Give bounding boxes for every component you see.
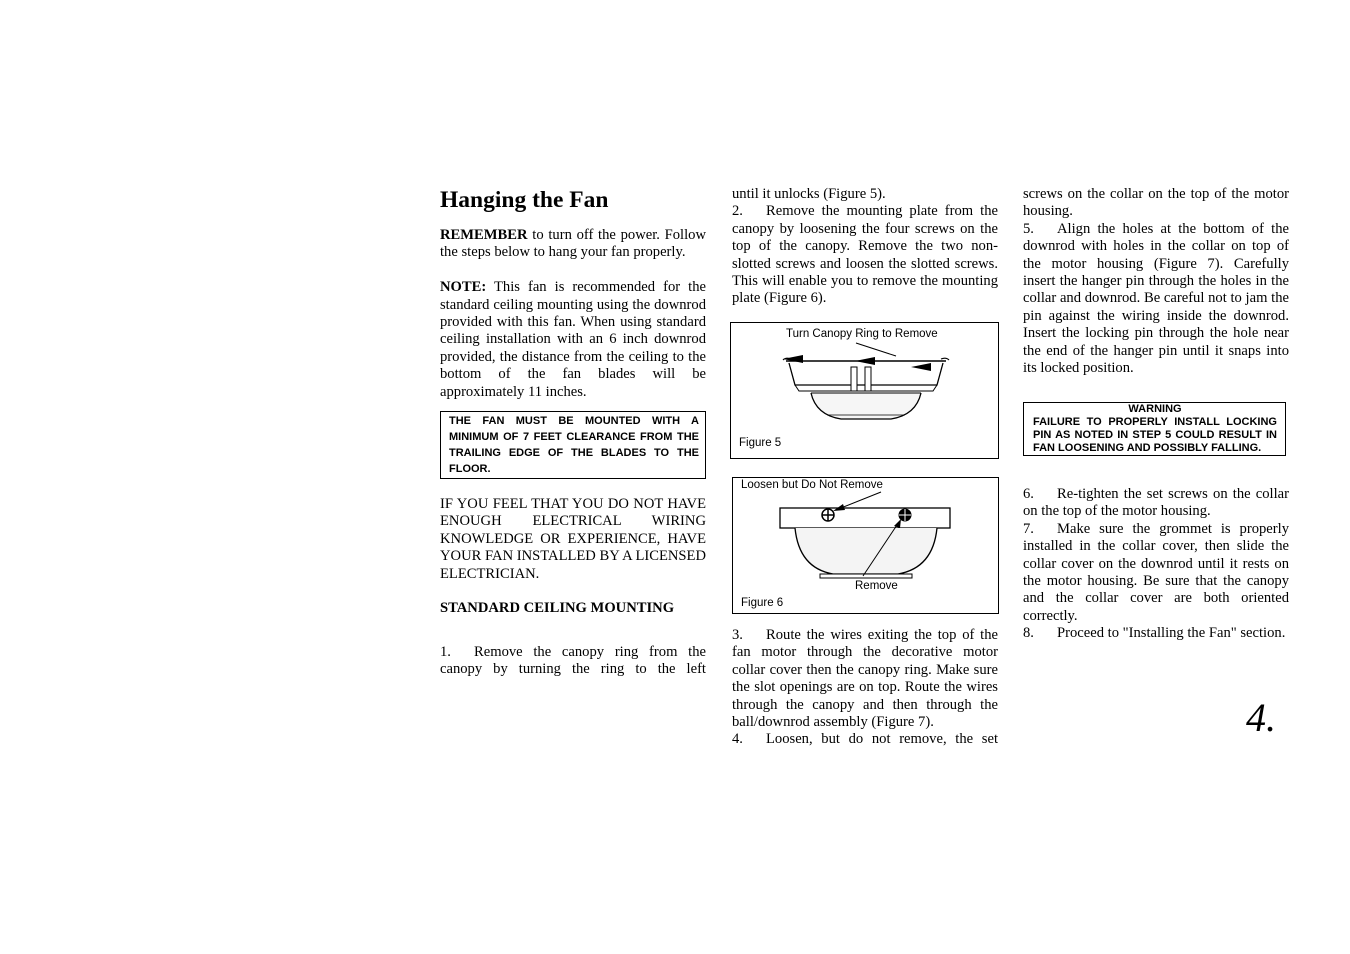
column-1 (440, 186, 706, 679)
warning-title: WARNING (1128, 403, 1182, 415)
electrician-warning: IF YOU FEEL THAT YOU DO NOT HAVE ENOUGH ELECTRICAL WIRING KNOWLEDGE OR EXPERIENCE, HAVE YOUR FAN INSTALLED BY A LICENSED ELECTRICIAN. (440, 496, 706, 582)
step-3-number: 3. (732, 627, 743, 643)
step-1 (440, 644, 706, 679)
step-3 (732, 627, 998, 731)
step-7-text: Make sure the grommet is properly installed in the collar cover, then slide the collar cover on the downrod until it rests on the motor housing. Be sure that the canopy and the collar cover are both oriented correctly. (1023, 520, 1289, 624)
step-1-continued: until it unlocks (Figure 5). (732, 186, 886, 202)
note-lead: NOTE: (440, 279, 487, 296)
figure-5-caption: Figure 5 (739, 437, 782, 449)
step-2 (732, 203, 998, 307)
step-8 (1023, 625, 1289, 642)
step-8-text: Proceed to "Installing the Fan" section. (1057, 625, 1286, 642)
clearance-notice: THE FAN MUST BE MOUNTED WITH A MINIMUM OF 7 FEET CLEARANCE FROM THE TRAILING EDGE OF THE BLADES TO THE FLOOR. (440, 411, 706, 479)
column-2-lower (732, 627, 998, 749)
section-heading: STANDARD CEILING MOUNTING (440, 600, 675, 617)
page-title: Hanging the Fan (440, 187, 609, 213)
column-3-lower (1023, 486, 1289, 643)
remember-paragraph (440, 227, 706, 262)
step-2-number: 2. (732, 203, 743, 220)
warning-text: FAILURE TO PROPERLY INSTALL LOCKING PIN AS NOTED IN STEP 5 COULD RESULT IN FAN LOOSENING AND POSSIBLY FALLING. (1033, 416, 1277, 454)
step-3-text: Route the wires exiting the top of the fan motor through the decorative motor collar cover then the canopy ring. Make sure the slot openings are on top. Route the wires through the canopy and then through the ball/downrod assembly (Figure 7). (732, 627, 998, 731)
step-2-text: Remove the mounting plate from the canopy by loosening the four screws on the top of the canopy. Remove the two non-slotted screws and loosen the slotted screws. This will enable you to remove the mounting plate (Figure 6). (732, 203, 998, 307)
mounting-plate-illustration (733, 478, 998, 613)
step-5-text: Align the holes at the bottom of the downrod with holes in the collar on top of the motor housing (Figure 7). Carefully insert the hanger pin through the holes in the collar and downrod. Be careful not to jam the pin against the wiring inside the downrod. Insert the locking pin through the hole near the end of the hanger pin until it snaps into its locked position. (1023, 220, 1289, 377)
remember-text: to turn off the power. Follow the steps below to hang your fan properly. (440, 227, 706, 261)
step-1-number: 1. (440, 643, 451, 660)
column-3 (1023, 186, 1289, 377)
figure-5 (730, 322, 999, 459)
step-4 (732, 731, 998, 748)
step-1-text: Remove the canopy ring from the canopy by turning the ring to the left (440, 643, 706, 678)
step-4-number: 4. (732, 731, 743, 748)
step-6 (1023, 486, 1289, 521)
remember-lead: REMEMBER (440, 227, 528, 243)
step-6-number: 6. (1023, 486, 1034, 502)
step-7 (1023, 521, 1289, 625)
figure-6-label-bottom: Remove (855, 580, 898, 592)
figure-6 (732, 477, 999, 614)
step-6-text: Re-tighten the set screws on the collar on the top of the motor housing. (1023, 486, 1289, 520)
page-number: 4. (1246, 695, 1276, 740)
step-8-number: 8. (1023, 625, 1034, 642)
figure-6-label-top: Loosen but Do Not Remove (741, 479, 883, 491)
figure-6-caption: Figure 6 (741, 597, 784, 609)
step-5 (1023, 221, 1289, 378)
column-2 (732, 186, 998, 308)
step-5-number: 5. (1023, 220, 1034, 237)
step-4-text: Loosen, but do not remove, the set (766, 731, 998, 748)
figure-5-label: Turn Canopy Ring to Remove (786, 328, 938, 340)
note-paragraph (440, 279, 706, 401)
note-text: This fan is recommended for the standard ceiling mounting using the downrod provided with this fan. When using standard ceiling installation with an 6 inch downrod provided, the distance from the ceiling to the bottom of the fan blades will be approximately 11 inches. (440, 279, 706, 400)
step-7-number: 7. (1023, 520, 1034, 537)
warning-box (1023, 402, 1286, 456)
step-4-continued: screws on the collar on the top of the motor housing. (1023, 186, 1289, 220)
